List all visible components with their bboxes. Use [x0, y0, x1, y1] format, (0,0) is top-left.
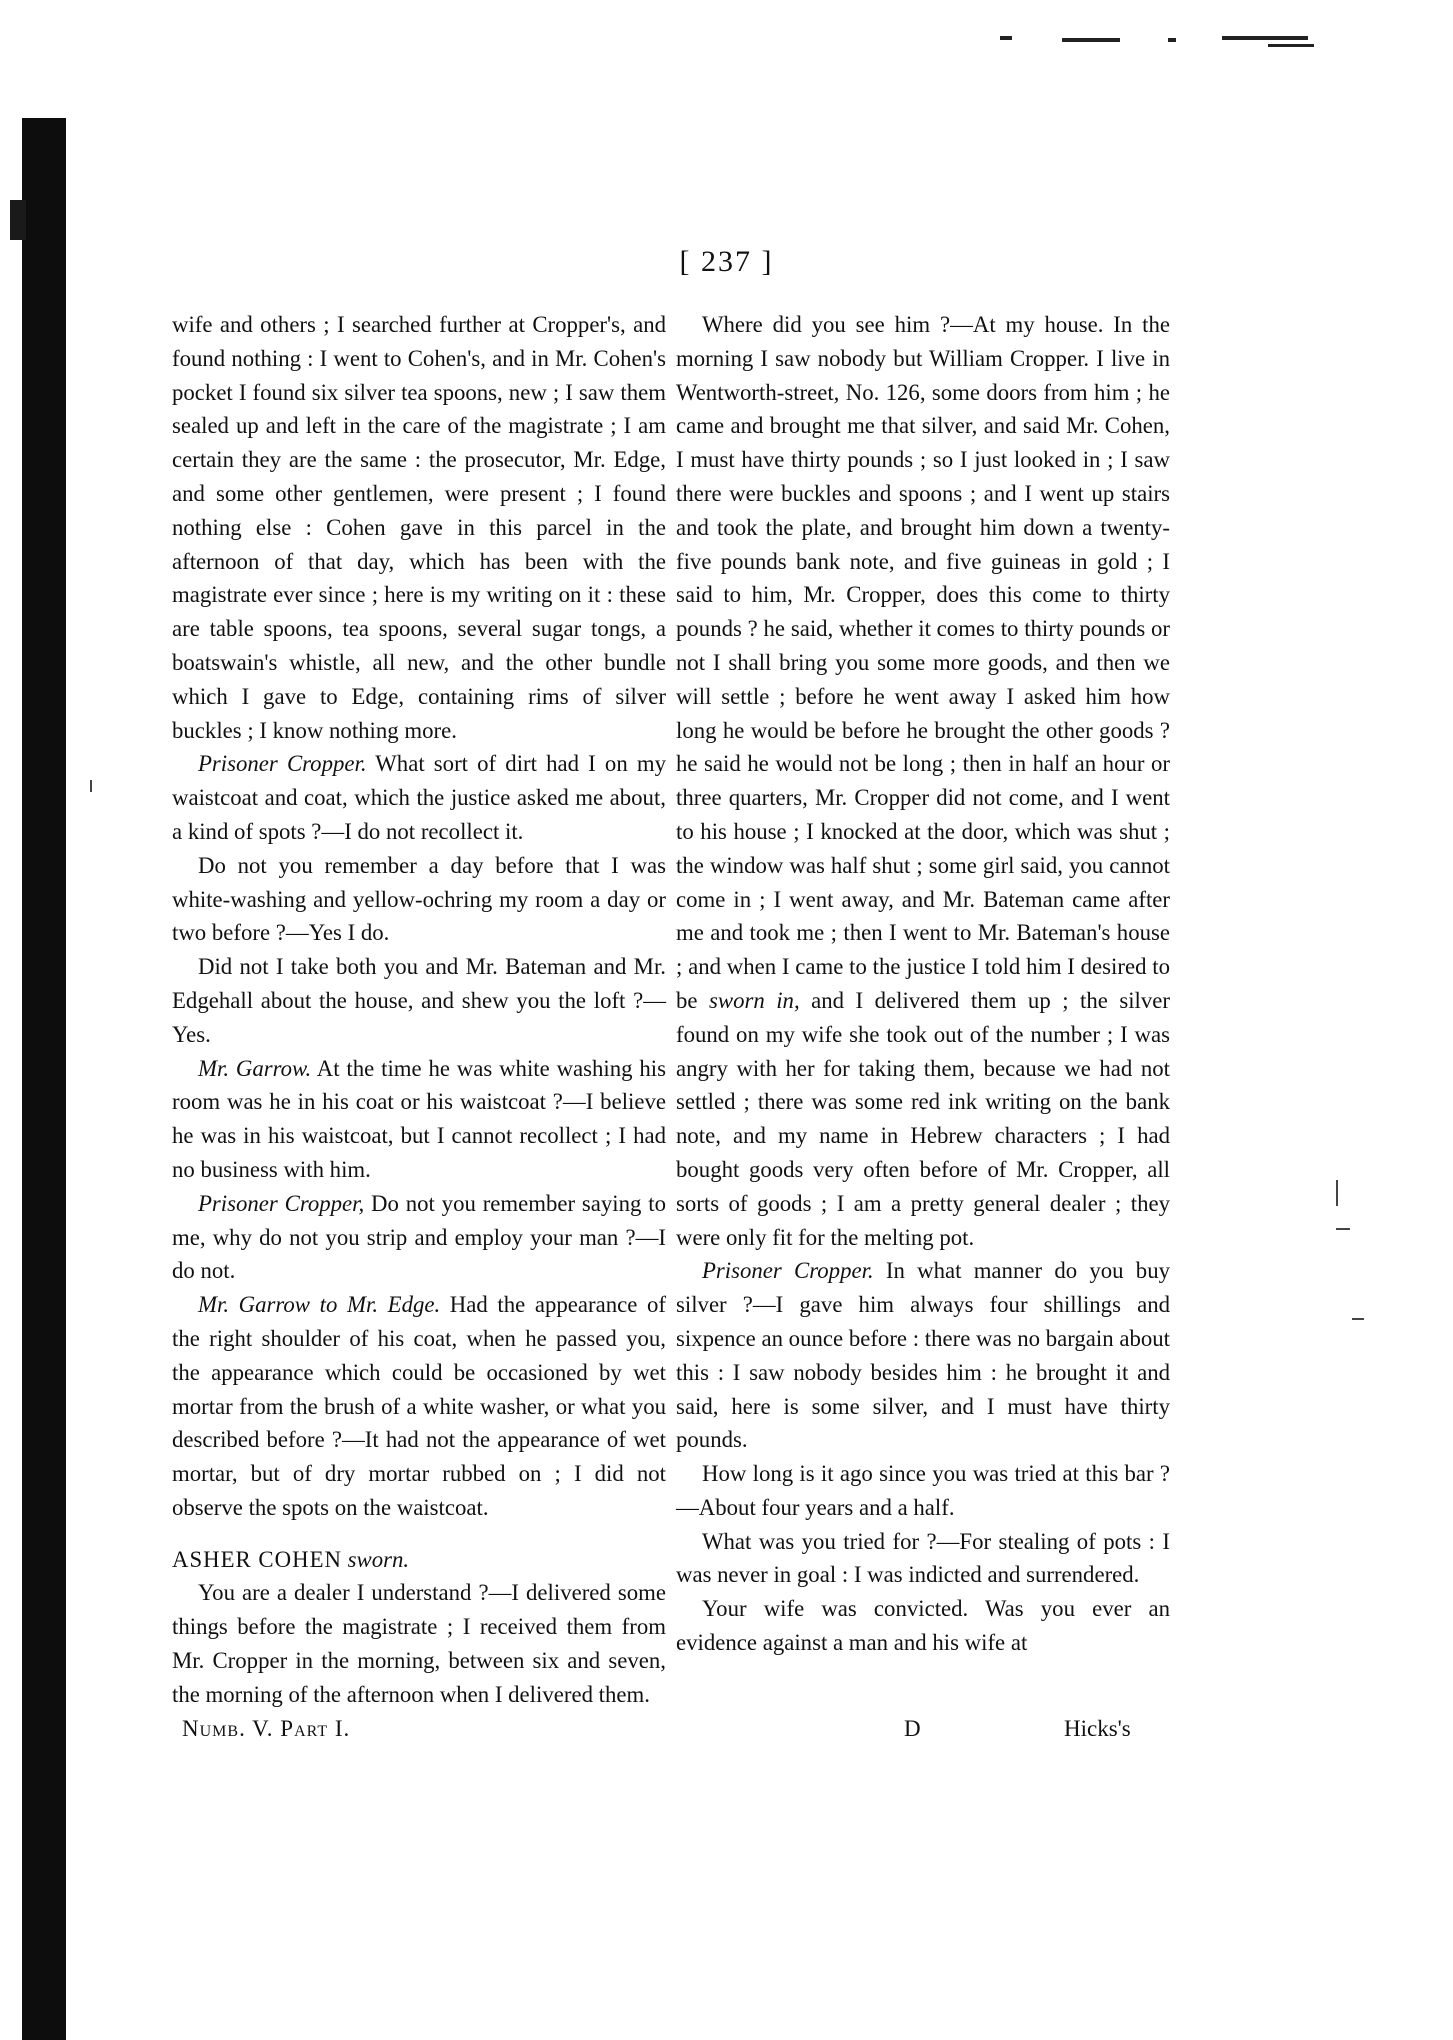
speaker: Prisoner Cropper.: [198, 751, 367, 777]
paragraph-text: Do not you remember saying to me, why do not you strip and employ your man ?—I do not.: [172, 1190, 666, 1284]
paragraph: [172, 747, 666, 848]
signature-mark: D: [904, 1716, 921, 1741]
margin-mark: [1336, 1180, 1338, 1206]
catchword: Hicks's: [1064, 1716, 1131, 1741]
paragraph: [172, 1288, 666, 1525]
margin-mark: [1352, 1318, 1364, 1320]
witness-heading: [172, 1543, 666, 1577]
witness-sworn: sworn.: [347, 1546, 410, 1572]
paragraph: [676, 1254, 1170, 1457]
paragraph: Do not you remember a day before that I was white-washing and yellow-ochring my room a day or two before ?—Yes I do.: [172, 852, 666, 946]
witness-name: ASHER COHEN: [172, 1546, 342, 1572]
book-spine-shadow: [22, 118, 66, 2040]
scan-artifact: [1062, 38, 1120, 42]
paragraph-text: Had the appearance of the right shoulder of his coat, when he passed you, the appearance which could be occasioned by wet mortar from the brush of a white washer, or what you described before ?—It had not the appearance of wet mortar, but of dry mortar rubbed on ; I did not observe the spots on the waistcoat.: [172, 1292, 666, 1520]
italic-phrase: sworn in,: [709, 987, 800, 1013]
paragraph: You are a dealer I understand ?—I delivered some things before the magistrate ; I received them from Mr. Cropper in the morning, between six and seven, the morning of the afternoon when I delivered them.: [172, 1580, 666, 1707]
margin-mark: [1336, 1228, 1350, 1230]
left-column: [172, 308, 666, 1712]
paragraph: Did not I take both you and Mr. Bateman and Mr. Edgehall about the house, and shew you the loft ?—Yes.: [172, 954, 666, 1047]
paragraph: Your wife was convicted. Was you ever an evidence against a man and his wife at: [676, 1596, 1170, 1656]
paragraph: [676, 308, 1170, 1254]
paragraph-text: At the time he was white washing his room was he in his coat or his waistcoat ?—I believe he was in his waistcoat, but I cannot recollect ; I had no business with him.: [172, 1055, 666, 1182]
paragraph-text: What sort of dirt had I on my waistcoat and coat, which the justice asked me about, a kind of spots ?—I do not recollect it.: [172, 751, 667, 844]
paragraph-text: Where did you see him ?—At my house. In the morning I saw nobody but William Cropper. I live in Wentworth-street, No. 126, some doors from him ; he came and brought me that silver, and said Mr. Cohen, I must have thirty pounds ; so I just looked in ; I saw there were buckles and spoons ; and I went up stairs and took the plate, and brought him down a twenty-five pounds bank note, and five guineas in gold ; I said to him, Mr. Cropper, does this come to thirty pounds ? he said, whether it comes to thirty pounds or not I shall bring you some more goods, and then we will settle ; before he went away I asked him how long he would be before he brought the other goods ? he said he would not be long ; then in half an hour or three quarters, Mr. Cropper did not come, and I went to his house ; I knocked at the door, which was shut ; the window was half shut ; some girl said, you cannot come in ; I went away, and Mr. Bateman came after me and took me ; then I went to Mr. Bateman's house ; and when I came to the justice I told him I desired to be: [676, 312, 1170, 1013]
speaker: Mr. Garrow to Mr. Edge.: [198, 1292, 441, 1318]
paragraph: [172, 1187, 666, 1288]
speaker: Prisoner Cropper,: [198, 1190, 365, 1216]
spine-notch: [10, 200, 26, 240]
page-number: [ 237 ]: [679, 245, 774, 278]
paragraph: wife and others ; I searched further at Cropper's, and found nothing : I went to Cohen's, and in Mr. Cohen's pocket I found six silver tea spoons, new ; I saw them sealed up and left in the care of the magistrate ; I am certain they are the same : the prosecutor, Mr. Edge, and some other gentlemen, were present ; I found nothing else : Cohen gave in this parcel in the afternoon of that day, which has been with the magistrate ever since ; here is my writing on it : these are table spoons, tea spoons, several sugar tongs, a boatswain's whistle, all new, and the other bundle which I gave to Edge, containing rims of silver buckles ; I know nothing more.: [172, 312, 666, 743]
issue-number: Numb. V. Part I.: [182, 1716, 351, 1741]
scan-artifact: [1168, 38, 1176, 42]
speaker: Mr. Garrow.: [198, 1055, 312, 1081]
right-column: [676, 308, 1170, 1660]
paragraph: What was you tried for ?—For stealing of pots : I was never in goal : I was indicted and surrendered.: [676, 1528, 1170, 1588]
page-footer: [172, 1716, 1162, 1750]
scan-artifact: [1222, 36, 1308, 40]
margin-mark: [90, 780, 92, 792]
scan-artifact: [1268, 44, 1314, 47]
paragraph-text: and I delivered them up ; the silver found on my wife she took out of the number ; I was angry with her for taking them, because we had not settled ; there was some red ink writing on the bank note, and my name in Hebrew characters ; I had bought goods very often before of Mr. Cropper, all sorts of goods ; I am a pretty general dealer ; they were only fit for the melting pot.: [676, 987, 1170, 1250]
scan-artifact: [1000, 36, 1012, 40]
paragraph: How long is it ago since you was tried at this bar ?—About four years and a half.: [676, 1461, 1170, 1520]
paragraph-text: In what manner do you buy silver ?—I gave him always four shillings and sixpence an ounce before : there was no bargain about this : I saw nobody besides him : he brought it and said, here is some silver, and I must have thirty pounds.: [676, 1258, 1171, 1453]
paragraph: [172, 1052, 666, 1187]
speaker: Prisoner Cropper.: [702, 1258, 874, 1284]
